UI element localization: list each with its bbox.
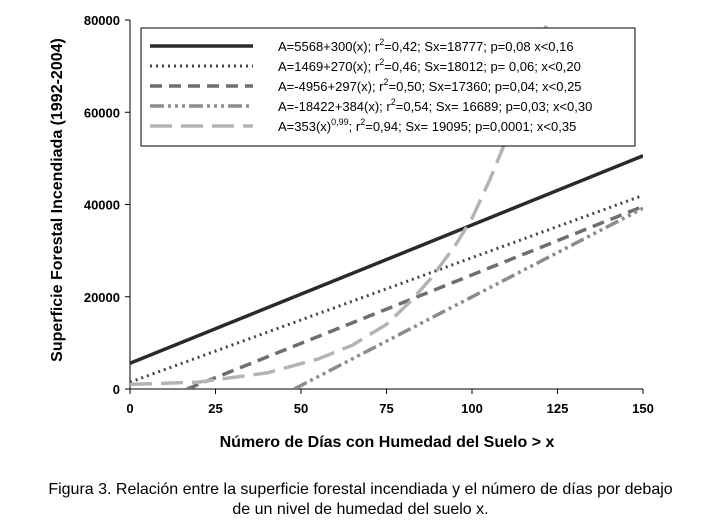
y-tick-label: 0: [112, 382, 120, 397]
legend-text-part: =0,54; Sx= 16689; p=0,03; x<0,30: [395, 99, 593, 114]
figure-caption: [0, 480, 721, 520]
series-line-2: [130, 195, 643, 382]
legend-text-part: A=-4956+297(x); r: [278, 79, 384, 94]
series-line-3: [187, 206, 643, 389]
legend-text-part: =0,46; Sx=18012; p= 0,06; x<0,20: [384, 59, 581, 74]
legend-label-5: [278, 117, 576, 134]
y-axis-title: Superficie Forestal Incendiada (1992-2004): [49, 38, 66, 362]
legend-text-part: A=5568+300(x); r: [278, 39, 380, 54]
x-axis-title: Número de Días con Humedad del Suelo > x: [219, 434, 555, 451]
caption-line-1: Figura 3. Relación entre la superficie forestal incendiada y el número de días por debajo: [48, 481, 673, 498]
legend-text-part: A=353(x): [278, 119, 332, 134]
legend-text-part: 2: [390, 97, 396, 107]
legend-text-part: 0,99: [331, 117, 349, 127]
legend-text-part: A=-18422+384(x); r: [278, 99, 391, 114]
x-tick-label: 75: [379, 401, 394, 416]
series-line-1: [130, 156, 643, 363]
legend-text-part: ; r: [348, 119, 361, 134]
x-tick-label: 25: [208, 401, 223, 416]
x-tick-label: 100: [461, 401, 483, 416]
caption-line-2: de un nivel de humedad del suelo x.: [232, 501, 489, 518]
legend-text-part: 2: [360, 117, 366, 127]
legend-text-part: 2: [383, 77, 389, 87]
legend-label-3: [278, 77, 582, 94]
x-tick-label: 50: [293, 401, 309, 416]
legend-text-part: 2: [379, 57, 385, 67]
y-tick-label: 20000: [83, 289, 120, 305]
y-tick-label: 40000: [83, 197, 120, 213]
legend-text-part: =0,94; Sx= 19095; p=0,0001; x<0,35: [365, 119, 577, 134]
legend-text-part: =0,42; Sx=18777; p=0,08 x<0,16: [384, 39, 574, 54]
legend-label-1: [278, 37, 574, 54]
legend-text-part: =0,50; Sx=17360; p=0,04; x<0,25: [388, 79, 582, 94]
legend-label-4: [278, 97, 592, 114]
y-tick-label: 80000: [83, 13, 120, 28]
x-tick-label: 125: [546, 401, 569, 416]
legend: [141, 28, 635, 146]
x-tick-label: 150: [632, 401, 654, 416]
x-tick-label: 0: [126, 401, 134, 416]
legend-label-2: [278, 57, 581, 74]
legend-text-part: 2: [379, 37, 385, 47]
series-line-4: [294, 208, 643, 389]
y-tick-label: 60000: [83, 105, 120, 121]
legend-text-part: A=1469+270(x); r: [278, 59, 380, 74]
